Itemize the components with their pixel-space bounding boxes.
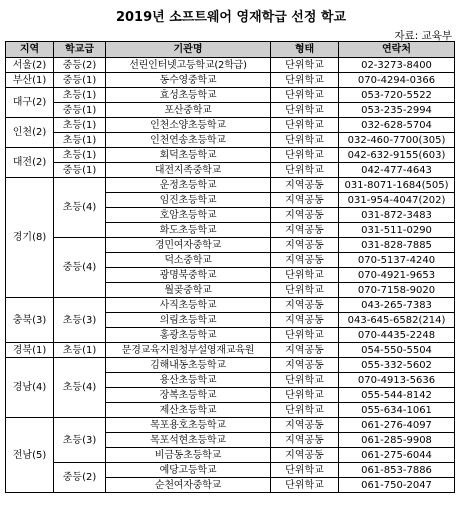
school-name-cell: 제산초등학교 [106,403,271,418]
type-cell: 단위학교 [271,163,339,178]
contact-cell: 070-4913-5636 [339,373,455,388]
level-cell: 초등(3) [54,418,106,463]
page-title: 2019년 소프트웨어 영재학급 선정 학교 [115,10,347,25]
school-name-cell: 장복초등학교 [106,388,271,403]
level-cell: 중등(1) [54,73,106,88]
table-row [6,238,455,253]
header-level: 학교급 [54,42,106,58]
contact-cell: 055-332-5602 [339,358,455,373]
level-cell: 중등(4) [54,238,106,298]
school-name-cell: 임진초등학교 [106,193,271,208]
type-cell: 단위학교 [271,118,339,133]
school-name-cell: 비금동초등학교 [106,448,271,463]
level-cell: 초등(1) [54,343,106,358]
contact-cell: 032-460-7700(305) [339,133,455,148]
level-cell: 중등(1) [54,103,106,118]
contact-cell: 061-853-7886 [339,463,455,478]
contact-cell: 070-4921-9653 [339,268,455,283]
contact-cell: 070-4294-0366 [339,73,455,88]
school-name-cell: 사직초등학교 [106,298,271,313]
header-type: 형태 [271,42,339,58]
school-name-cell: 회덕초등학교 [106,148,271,163]
table-row [6,148,455,163]
type-cell: 지역공동 [271,433,339,448]
school-name-cell: 포산중학교 [106,103,271,118]
type-cell: 지역공동 [271,253,339,268]
school-name-cell: 목포석현초등학교 [106,433,271,448]
type-cell: 단위학교 [271,268,339,283]
school-name-cell: 문경교육지원청부설영재교육원 [106,343,271,358]
level-cell: 초등(4) [54,358,106,418]
contact-cell: 054-550-5504 [339,343,455,358]
region-cell: 부산(1) [6,73,54,88]
school-name-cell: 효성초등학교 [106,88,271,103]
school-name-cell: 운정초등학교 [106,178,271,193]
table-row [6,73,455,88]
region-cell: 인천(2) [6,118,54,148]
contact-cell: 055-634-1061 [339,403,455,418]
contact-cell: 061-750-2047 [339,478,455,493]
table-row [6,118,455,133]
type-cell: 단위학교 [271,88,339,103]
type-cell: 지역공동 [271,298,339,313]
region-cell: 전남(5) [6,418,54,493]
contact-cell: 042-632-9155(603) [339,148,455,163]
type-cell: 지역공동 [271,178,339,193]
type-cell: 단위학교 [271,73,339,88]
region-cell: 경기(8) [6,178,54,298]
table-row [6,358,455,373]
school-name-cell: 광명북중학교 [106,268,271,283]
type-cell: 단위학교 [271,283,339,298]
source-note: 자료: 교육부 [394,30,452,42]
table-row [6,58,455,73]
level-cell: 초등(4) [54,178,106,238]
contact-cell: 061-285-9908 [339,433,455,448]
level-cell: 초등(1) [54,88,106,103]
type-cell: 지역공동 [271,343,339,358]
contact-cell: 031-954-4047(202) [339,193,455,208]
school-name-cell: 의림초등학교 [106,313,271,328]
school-name-cell: 호암초등학교 [106,208,271,223]
level-cell: 중등(1) [54,163,106,178]
table-row [6,88,455,103]
school-name-cell: 선린인터넷고등학교(2학급) [106,58,271,73]
contact-cell: 061-275-6044 [339,448,455,463]
contact-cell: 043-645-6582(214) [339,313,455,328]
school-name-cell: 용산초등학교 [106,373,271,388]
school-name-cell: 월곶중학교 [106,283,271,298]
contact-cell: 031-872-3483 [339,208,455,223]
region-cell: 서울(2) [6,58,54,73]
school-name-cell: 인천소양초등학교 [106,118,271,133]
school-name-cell: 순천여자중학교 [106,478,271,493]
type-cell: 단위학교 [271,133,339,148]
region-cell: 충북(3) [6,298,54,343]
type-cell: 지역공동 [271,208,339,223]
contact-cell: 043-265-7383 [339,298,455,313]
contact-cell: 061-276-4097 [339,418,455,433]
contact-cell: 053-235-2994 [339,103,455,118]
region-cell: 경북(1) [6,343,54,358]
type-cell: 단위학교 [271,103,339,118]
type-cell: 단위학교 [271,463,339,478]
type-cell: 단위학교 [271,373,339,388]
table-row [6,163,455,178]
region-cell: 대전(2) [6,148,54,178]
school-name-cell: 김해내동초등학교 [106,358,271,373]
contact-cell: 070-4435-2248 [339,328,455,343]
table-row [6,343,455,358]
school-name-cell: 홍광초등학교 [106,328,271,343]
type-cell: 단위학교 [271,403,339,418]
type-cell: 지역공동 [271,223,339,238]
type-cell: 지역공동 [271,313,339,328]
level-cell: 초등(3) [54,298,106,343]
contact-cell: 070-5137-4240 [339,253,455,268]
contact-cell: 070-7158-9020 [339,283,455,298]
school-name-cell: 대전지족중학교 [106,163,271,178]
school-name-cell: 화도초등학교 [106,223,271,238]
school-name-cell: 목포용호초등학교 [106,418,271,433]
region-cell: 대구(2) [6,88,54,118]
level-cell: 중등(2) [54,463,106,493]
type-cell: 지역공동 [271,193,339,208]
level-cell: 초등(1) [54,133,106,148]
type-cell: 지역공동 [271,238,339,253]
header-region: 지역 [6,42,54,58]
school-name-cell: 인천연송초등학교 [106,133,271,148]
table-row [6,103,455,118]
table-row [6,133,455,148]
contact-cell: 055-544-8142 [339,388,455,403]
header-contact: 연락처 [339,42,455,58]
type-cell: 단위학교 [271,58,339,73]
table-row [6,298,455,313]
table-row [6,418,455,433]
contact-cell: 042-477-4643 [339,163,455,178]
schools-table [5,41,455,493]
type-cell: 단위학교 [271,148,339,163]
contact-cell: 053-720-5522 [339,88,455,103]
type-cell: 단위학교 [271,328,339,343]
type-cell: 단위학교 [271,478,339,493]
type-cell: 지역공동 [271,448,339,463]
table-header-row [6,42,455,58]
type-cell: 지역공동 [271,358,339,373]
table-row [6,178,455,193]
school-name-cell: 경민여자중학교 [106,238,271,253]
level-cell: 초등(1) [54,118,106,133]
school-name-cell: 예당고등학교 [106,463,271,478]
school-name-cell: 덕소중학교 [106,253,271,268]
contact-cell: 031-828-7885 [339,238,455,253]
type-cell: 지역공동 [271,418,339,433]
region-cell: 경남(4) [6,358,54,418]
school-name-cell: 동수영중학교 [106,73,271,88]
table-row [6,463,455,478]
contact-cell: 032-628-5704 [339,118,455,133]
level-cell: 중등(2) [54,58,106,73]
contact-cell: 02-3273-8400 [339,58,455,73]
level-cell: 초등(1) [54,148,106,163]
type-cell: 단위학교 [271,388,339,403]
contact-cell: 031-511-0290 [339,223,455,238]
header-name: 기관명 [106,42,271,58]
contact-cell: 031-8071-1684(505) [339,178,455,193]
